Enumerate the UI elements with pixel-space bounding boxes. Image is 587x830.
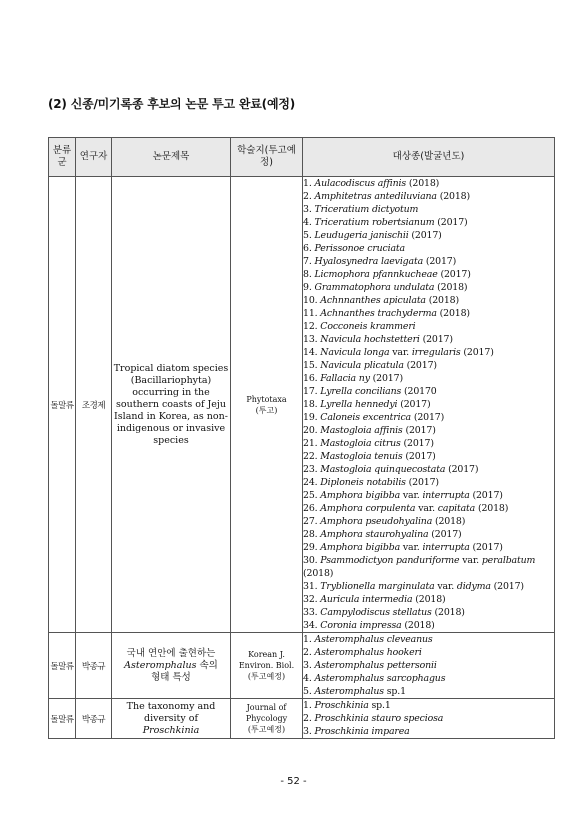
species-text: var.: [400, 542, 423, 553]
genus-name: Asteromphalus: [124, 659, 197, 671]
species-text: 28.: [303, 529, 321, 540]
species-text: 4.: [303, 673, 315, 684]
species-text: (2018): [406, 178, 440, 189]
species-text: 26.: [303, 503, 321, 514]
species-text: 2.: [303, 647, 315, 658]
species-text: 9.: [303, 282, 315, 293]
section-heading: (2) 신종/미기록종 후보의 논문 투고 완료(예정): [48, 97, 296, 111]
species-text: (2018): [431, 607, 465, 618]
species-name: didyma: [456, 581, 491, 592]
paper-submission-table: [48, 137, 555, 739]
table-row: [49, 177, 555, 633]
species-text: (2017): [403, 360, 437, 371]
paper-title-line: 형태 특성: [151, 671, 191, 683]
species-name: Triceratium dictyotum: [314, 204, 419, 215]
species-text: 24.: [303, 477, 321, 488]
species-name: Mastogloia quinquecostata: [320, 464, 446, 475]
row-researcher: 조경제: [76, 177, 112, 633]
species-text: (2018): [475, 503, 509, 514]
species-name: Leudugeria janischii: [314, 230, 409, 241]
species-item: [303, 229, 554, 242]
species-name: Diploneis notabilis: [320, 477, 406, 488]
species-item: [303, 398, 554, 411]
species-text: 13.: [303, 334, 321, 345]
species-item: [303, 528, 554, 541]
species-text: 11.: [303, 308, 321, 319]
species-text: 12.: [303, 321, 321, 332]
species-name: Asteromphalus cleveanus: [314, 634, 433, 645]
species-item: [303, 646, 554, 659]
species-name: Amphora bigibba: [320, 490, 401, 501]
species-name: Cocconeis krammeri: [320, 321, 416, 332]
species-text: (2018): [412, 594, 446, 605]
species-name: Lyrella concilians: [320, 386, 402, 397]
species-item: [303, 177, 554, 190]
species-text: (20170: [401, 386, 437, 397]
species-item: [303, 502, 554, 515]
row-paper-title: [112, 699, 231, 739]
species-name: Asteromphalus hookeri: [314, 647, 422, 658]
species-item: [303, 593, 554, 606]
species-name: Mastogloia tenuis: [320, 451, 403, 462]
species-text: 17.: [303, 386, 321, 397]
species-text: var.: [415, 503, 438, 514]
row-journal: [231, 633, 303, 699]
species-text: (2017): [402, 425, 436, 436]
row-species: [303, 699, 555, 739]
species-text: 3.: [303, 204, 315, 215]
species-item: [303, 242, 554, 255]
species-text: (2018): [436, 308, 470, 319]
species-text: 5.: [303, 230, 315, 241]
species-text: (2017): [437, 269, 471, 280]
species-text: 1.: [303, 634, 315, 645]
species-name: Navicula hochstetteri: [320, 334, 420, 345]
species-item: [303, 672, 554, 685]
species-item: [303, 515, 554, 528]
species-item: [303, 633, 554, 646]
species-list: [303, 633, 554, 698]
species-text: (2017): [423, 256, 457, 267]
species-name: Amphora bigibba: [320, 542, 401, 553]
species-text: 3.: [303, 726, 315, 737]
species-name: Amphitetras antediluviana: [314, 191, 437, 202]
species-name: Asteromphalus sarcophagus: [314, 673, 446, 684]
species-item: [303, 333, 554, 346]
species-text: 2.: [303, 713, 315, 724]
species-text: (2017): [408, 230, 442, 241]
row-category: 돌말류: [49, 699, 76, 739]
row-category: 돌말류: [49, 177, 76, 633]
species-item: [303, 725, 554, 738]
species-item: [303, 580, 554, 593]
species-name: Psammodictyon panduriforme: [320, 555, 460, 566]
species-item: [303, 463, 554, 476]
species-item: [303, 411, 554, 424]
species-text: sp.1: [368, 700, 391, 711]
table-row: [49, 699, 555, 739]
species-item: [303, 294, 554, 307]
paper-title-line: [112, 660, 230, 672]
journal-status: (투고예정): [247, 725, 286, 734]
species-text: 10.: [303, 295, 321, 306]
species-name: Proschkinia imparea: [314, 726, 410, 737]
species-name: Proschkinia stauro speciosa: [314, 713, 444, 724]
species-item: [303, 268, 554, 281]
species-text: 1.: [303, 700, 315, 711]
table-header-row: [49, 138, 555, 177]
species-text: 1.: [303, 178, 315, 189]
species-text: (2017): [369, 373, 403, 384]
species-name: peralbatum: [481, 555, 536, 566]
species-text: 7.: [303, 256, 315, 267]
species-name: Achnnanthes apiculata: [320, 295, 426, 306]
journal-name: Journal of Phycology: [245, 703, 288, 723]
species-text: 31.: [303, 581, 321, 592]
genus-name: Proschkinia: [142, 724, 200, 736]
species-text: (2018): [401, 620, 435, 631]
species-text: 2.: [303, 191, 315, 202]
header-journal: 학술지(투고예정): [231, 138, 303, 177]
species-text: (2018): [436, 191, 470, 202]
species-item: [303, 450, 554, 463]
journal-name: Phytotaxa: [246, 394, 287, 404]
species-item: [303, 699, 554, 712]
species-item: [303, 372, 554, 385]
row-species: [303, 633, 555, 699]
species-text: (2018): [432, 516, 466, 527]
species-text: 21.: [303, 438, 321, 449]
species-name: Auricula intermedia: [320, 594, 413, 605]
row-species: [303, 177, 555, 633]
species-item: [303, 346, 554, 359]
species-text: (2017): [402, 451, 436, 462]
header-target-species: 대상종(발굴년도): [303, 138, 555, 177]
species-text: 20.: [303, 425, 321, 436]
species-name: Grammatophora undulata: [314, 282, 435, 293]
species-text: (2017): [469, 542, 503, 553]
row-researcher: 박종규: [76, 699, 112, 739]
species-text: (2017): [445, 464, 479, 475]
species-name: Amphora pseudohyalina: [320, 516, 433, 527]
species-text: sp.1: [383, 686, 406, 697]
species-text: 6.: [303, 243, 315, 254]
journal-name: Korean J. Environ. Biol.: [238, 650, 295, 670]
paper-title-line: 국내 연안에 출현하는: [126, 647, 216, 659]
species-text: (2017): [419, 334, 453, 345]
species-name: Navicula plicatula: [320, 360, 404, 371]
species-text: var.: [389, 347, 412, 358]
species-text: (2017): [434, 217, 468, 228]
row-journal: [231, 699, 303, 739]
species-name: Fallacia ny: [320, 373, 370, 384]
species-item: [303, 541, 554, 554]
paper-title-text: 속의: [196, 659, 218, 671]
species-name: Asteromphalus pettersonii: [314, 660, 437, 671]
species-item: [303, 685, 554, 698]
species-item: [303, 307, 554, 320]
species-name: Asteromphalus: [314, 686, 384, 697]
species-name: Tryblionella marginulata: [320, 581, 435, 592]
species-name: Hyalosynedra laevigata: [314, 256, 424, 267]
species-name: Amphora corpulenta: [320, 503, 416, 514]
species-name: Caloneis excentrica: [320, 412, 411, 423]
species-text: 34.: [303, 620, 321, 631]
species-item: [303, 659, 554, 672]
species-name: Triceratium robertsianum: [314, 217, 435, 228]
species-item: [303, 437, 554, 450]
species-name: Perissonoe cruciata: [314, 243, 405, 254]
row-category: 돌말류: [49, 633, 76, 699]
species-name: interrupta: [422, 490, 470, 501]
species-name: Amphora staurohyalina: [320, 529, 429, 540]
species-list: [303, 699, 554, 738]
species-text: 18.: [303, 399, 321, 410]
header-researcher: 연구자: [76, 138, 112, 177]
species-text: 5.: [303, 686, 315, 697]
species-text: (2017): [397, 399, 431, 410]
paper-title-line: The taxonomy and: [126, 700, 216, 712]
species-item: [303, 554, 554, 580]
page-number: - 52 -: [280, 776, 307, 787]
species-text: (2018): [303, 568, 334, 579]
species-text: (2017): [490, 581, 524, 592]
species-name: Coronia impressa: [320, 620, 402, 631]
species-name: capitata: [437, 503, 476, 514]
species-text: 25.: [303, 490, 321, 501]
row-paper-title: [112, 633, 231, 699]
species-text: 23.: [303, 464, 321, 475]
species-item: [303, 281, 554, 294]
species-text: 15.: [303, 360, 321, 371]
species-name: Mastogloia citrus: [320, 438, 401, 449]
species-text: 16.: [303, 373, 321, 384]
species-item: [303, 619, 554, 632]
species-text: 22.: [303, 451, 321, 462]
species-name: Achnanthes trachyderma: [320, 308, 437, 319]
species-text: 4.: [303, 217, 315, 228]
species-item: [303, 385, 554, 398]
species-text: var.: [434, 581, 457, 592]
species-item: [303, 489, 554, 502]
species-text: 3.: [303, 660, 315, 671]
species-item: [303, 320, 554, 333]
species-name: Licmophora pfannkucheae: [314, 269, 438, 280]
species-text: 8.: [303, 269, 315, 280]
species-text: var.: [459, 555, 482, 566]
species-text: 14.: [303, 347, 321, 358]
paper-title-line: diversity of: [143, 712, 198, 724]
species-name: Mastogloia affinis: [320, 425, 403, 436]
species-name: Lyrella hennedyi: [320, 399, 398, 410]
species-text: 32.: [303, 594, 321, 605]
species-name: irregularis: [411, 347, 461, 358]
row-researcher: 박종규: [76, 633, 112, 699]
species-text: 27.: [303, 516, 321, 527]
species-name: Navicula longa: [320, 347, 390, 358]
header-category: 분류군: [49, 138, 76, 177]
species-name: interrupta: [422, 542, 470, 553]
species-text: 33.: [303, 607, 321, 618]
journal-status: (투고): [255, 405, 278, 415]
journal-status: (투고예정): [247, 672, 286, 681]
species-text: 30.: [303, 555, 321, 566]
table-row: [49, 633, 555, 699]
species-item: [303, 216, 554, 229]
header-paper-title: 논문제목: [112, 138, 231, 177]
species-name: Aulacodiscus affinis: [314, 178, 407, 189]
species-text: (2017): [428, 529, 462, 540]
species-item: [303, 203, 554, 216]
species-text: (2018): [434, 282, 468, 293]
species-item: [303, 606, 554, 619]
species-name: Proschkinia: [314, 700, 369, 711]
species-item: [303, 424, 554, 437]
species-name: Campylodiscus stellatus: [320, 607, 432, 618]
species-item: [303, 190, 554, 203]
species-text: (2017): [400, 438, 434, 449]
species-text: 29.: [303, 542, 321, 553]
species-item: [303, 255, 554, 268]
species-text: (2017): [460, 347, 494, 358]
species-text: (2017): [469, 490, 503, 501]
species-item: [303, 476, 554, 489]
species-text: (2017): [411, 412, 445, 423]
species-text: (2017): [405, 477, 439, 488]
species-item: [303, 712, 554, 725]
row-paper-title: Tropical diatom species (Bacillariophyta) occurring in the southern coasts of Jeju Island in Korea, as non-indigenous or invasive species: [112, 177, 231, 633]
row-journal: [231, 177, 303, 633]
species-item: [303, 359, 554, 372]
species-text: 19.: [303, 412, 321, 423]
species-text: (2018): [425, 295, 459, 306]
species-list: [303, 177, 554, 632]
species-text: var.: [400, 490, 423, 501]
